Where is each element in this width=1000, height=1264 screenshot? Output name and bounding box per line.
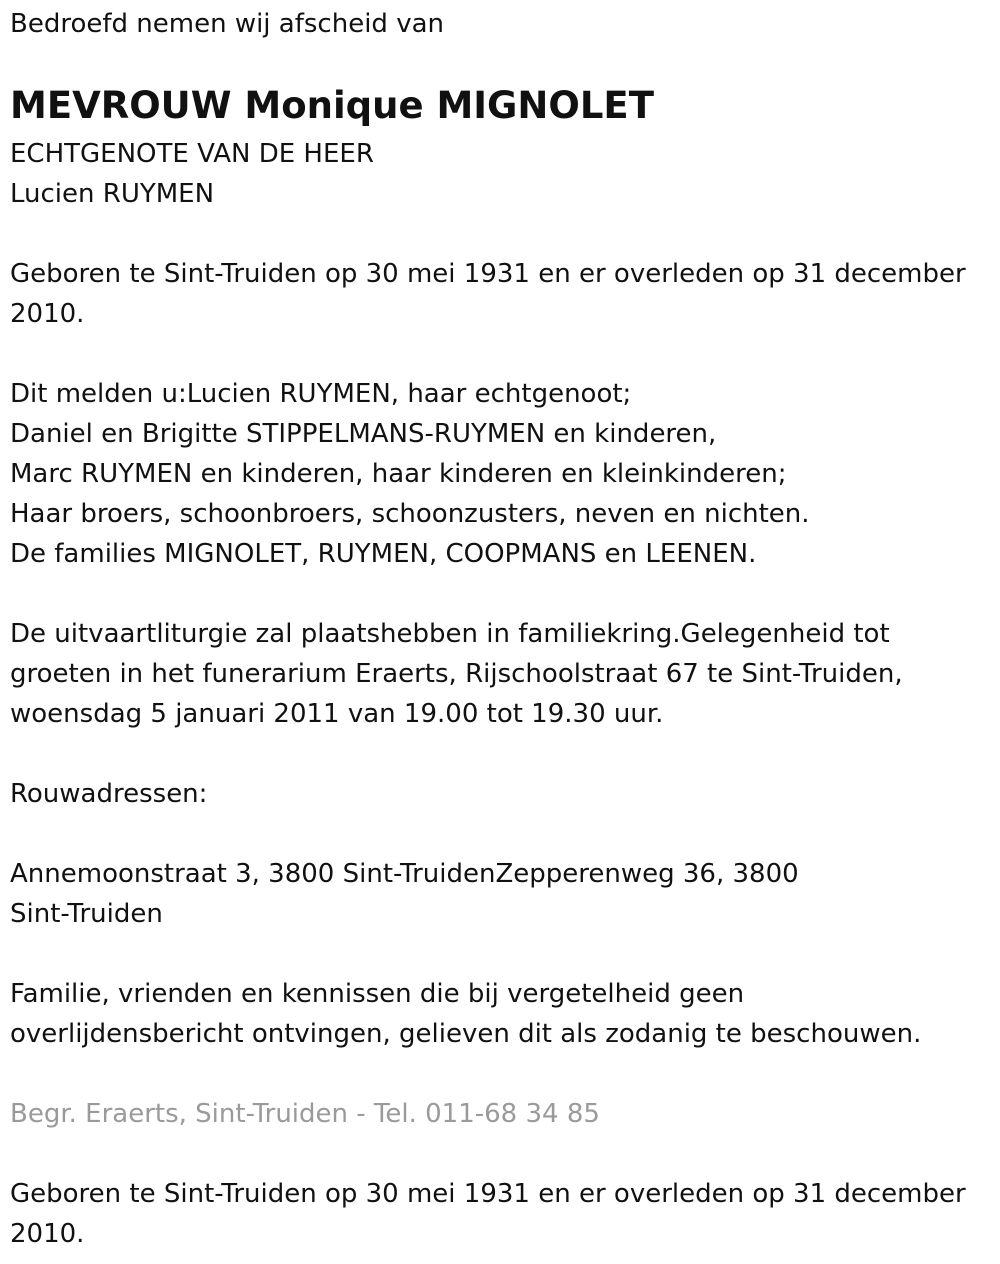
- birth-death-line: 2010.: [10, 1219, 85, 1249]
- birth-death-line: Geboren te Sint-Truiden op 30 mei 1931 en er overleden op 31 december: [10, 259, 966, 289]
- funeral-block: [10, 614, 903, 734]
- funeral-line: woensdag 5 januari 2011 van 19.00 tot 19.30 uur.: [10, 699, 664, 729]
- intro-text: Bedroefd nemen wij afscheid van: [10, 9, 444, 39]
- address-line: Sint-Truiden: [10, 899, 163, 929]
- announced-by-block: [10, 374, 810, 574]
- announced-by-line: Daniel en Brigitte STIPPELMANS-RUYMEN en kinderen,: [10, 419, 717, 449]
- spouse-title: ECHTGENOTE VAN DE HEER: [10, 139, 374, 169]
- spouse-block: [10, 134, 374, 214]
- addresses-label: Rouwadressen:: [10, 779, 208, 809]
- announced-by-line: Marc RUYMEN en kinderen, haar kinderen en kleinkinderen;: [10, 459, 787, 489]
- deceased-name: MEVROUW Monique MIGNOLET: [10, 84, 654, 127]
- address-line: Annemoonstraat 3, 3800 Sint-TruidenZepperenweg 36, 3800: [10, 859, 799, 889]
- announced-by-line: Haar broers, schoonbroers, schoonzusters, neven en nichten.: [10, 499, 810, 529]
- undertaker-text: Begr. Eraerts, Sint-Truiden - Tel. 011-68 34 85: [10, 1099, 600, 1129]
- spouse-name: Lucien RUYMEN: [10, 179, 215, 209]
- birth-death-line: Geboren te Sint-Truiden op 30 mei 1931 en er overleden op 31 december: [10, 1179, 966, 1209]
- closing-line: overlijdensbericht ontvingen, gelieven dit als zodanig te beschouwen.: [10, 1019, 922, 1049]
- birth-death-repeat-block: [10, 1174, 966, 1254]
- birth-death-block: [10, 254, 966, 334]
- announced-by-line: Dit melden u:Lucien RUYMEN, haar echtgenoot;: [10, 379, 632, 409]
- closing-line: Familie, vrienden en kennissen die bij vergetelheid geen: [10, 979, 745, 1009]
- announced-by-line: De families MIGNOLET, RUYMEN, COOPMANS en LEENEN.: [10, 539, 757, 569]
- birth-death-line: 2010.: [10, 299, 85, 329]
- funeral-line: groeten in het funerarium Eraerts, Rijschoolstraat 67 te Sint-Truiden,: [10, 659, 903, 689]
- closing-block: [10, 974, 921, 1054]
- funeral-line: De uitvaartliturgie zal plaatshebben in familiekring.Gelegenheid tot: [10, 619, 890, 649]
- undertaker-block: [10, 1094, 600, 1134]
- addresses-block: [10, 854, 799, 934]
- addresses-label-block: [10, 774, 207, 814]
